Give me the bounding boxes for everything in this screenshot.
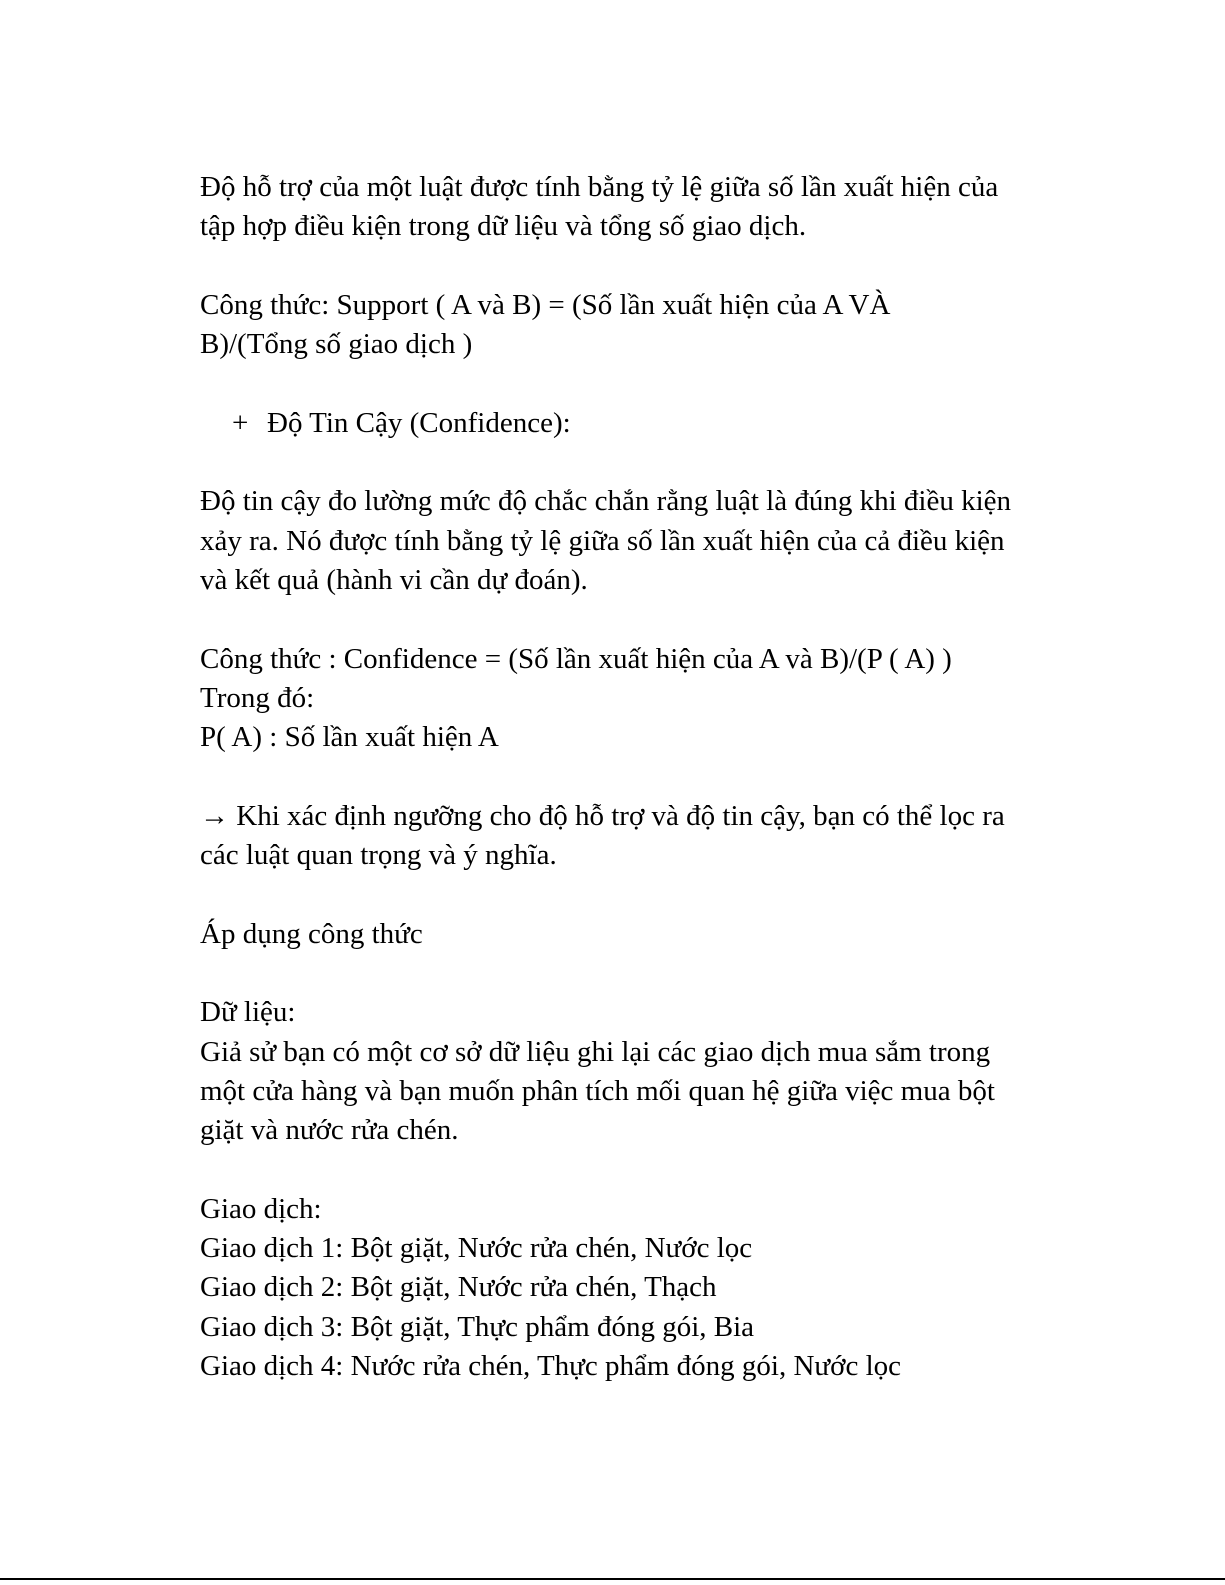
confidence-heading-text: Độ Tin Cậy (Confidence): xyxy=(267,406,571,439)
text-line: Dữ liệu: xyxy=(200,996,296,1029)
text-line: Trong đó: xyxy=(200,681,315,714)
document-body xyxy=(200,168,1050,1386)
list-item: Giao dịch 4: Nước rửa chén, Thực phẩm đóng gói, Nước lọc xyxy=(200,1349,902,1382)
text-line: tập hợp điều kiện trong dữ liệu và tổng số giao dịch. xyxy=(200,210,807,243)
transactions-list xyxy=(200,1190,1050,1386)
text-line: P( A) : Số lần xuất hiện A xyxy=(200,721,499,754)
data-section xyxy=(200,993,1050,1150)
confidence-description xyxy=(200,482,1050,600)
support-description xyxy=(200,168,1050,247)
text-line: Giả sử bạn có một cơ sở dữ liệu ghi lại các giao dịch mua sắm trong xyxy=(200,1035,991,1068)
text-line: Công thức: Support ( A và B) = (Số lần xuất hiện của A VÀ xyxy=(200,288,891,321)
list-item: Giao dịch 3: Bột giặt, Thực phẩm đóng gói, Bia xyxy=(200,1310,755,1343)
page-bottom-edge xyxy=(0,1578,1225,1580)
text-line: giặt và nước rửa chén. xyxy=(200,1114,459,1147)
apply-heading: Áp dụng công thức xyxy=(200,917,423,950)
text-line: và kết quả (hành vi cần dự đoán). xyxy=(200,563,588,596)
list-item: Giao dịch 1: Bột giặt, Nước rửa chén, Nước lọc xyxy=(200,1232,753,1265)
text-line: Độ tin cậy đo lường mức độ chắc chắn rằng luật là đúng khi điều kiện xyxy=(200,485,1012,518)
text-line: B)/(Tổng số giao dịch ) xyxy=(200,328,473,361)
threshold-note xyxy=(200,797,1050,876)
list-item: Giao dịch 2: Bột giặt, Nước rửa chén, Thạch xyxy=(200,1271,717,1304)
text-line: các luật quan trọng và ý nghĩa. xyxy=(200,839,557,872)
confidence-heading xyxy=(200,404,1050,443)
transactions-heading: Giao dịch: xyxy=(200,1192,322,1225)
bullet-plus-icon: + xyxy=(232,406,249,439)
support-formula xyxy=(200,286,1050,365)
confidence-formula xyxy=(200,640,1050,758)
text-line: một cửa hàng và bạn muốn phân tích mối quan hệ giữa việc mua bột xyxy=(200,1074,995,1107)
text-line: xảy ra. Nó được tính bằng tỷ lệ giữa số lần xuất hiện của cả điều kiện xyxy=(200,524,1005,557)
text-line: Công thức : Confidence = (Số lần xuất hiện của A và B)/(P ( A) ) xyxy=(200,642,952,675)
text-line: → Khi xác định ngưỡng cho độ hỗ trợ và độ tin cậy, bạn có thể lọc ra xyxy=(200,799,1005,832)
text-line: Độ hỗ trợ của một luật được tính bằng tỷ lệ giữa số lần xuất hiện của xyxy=(200,171,999,203)
